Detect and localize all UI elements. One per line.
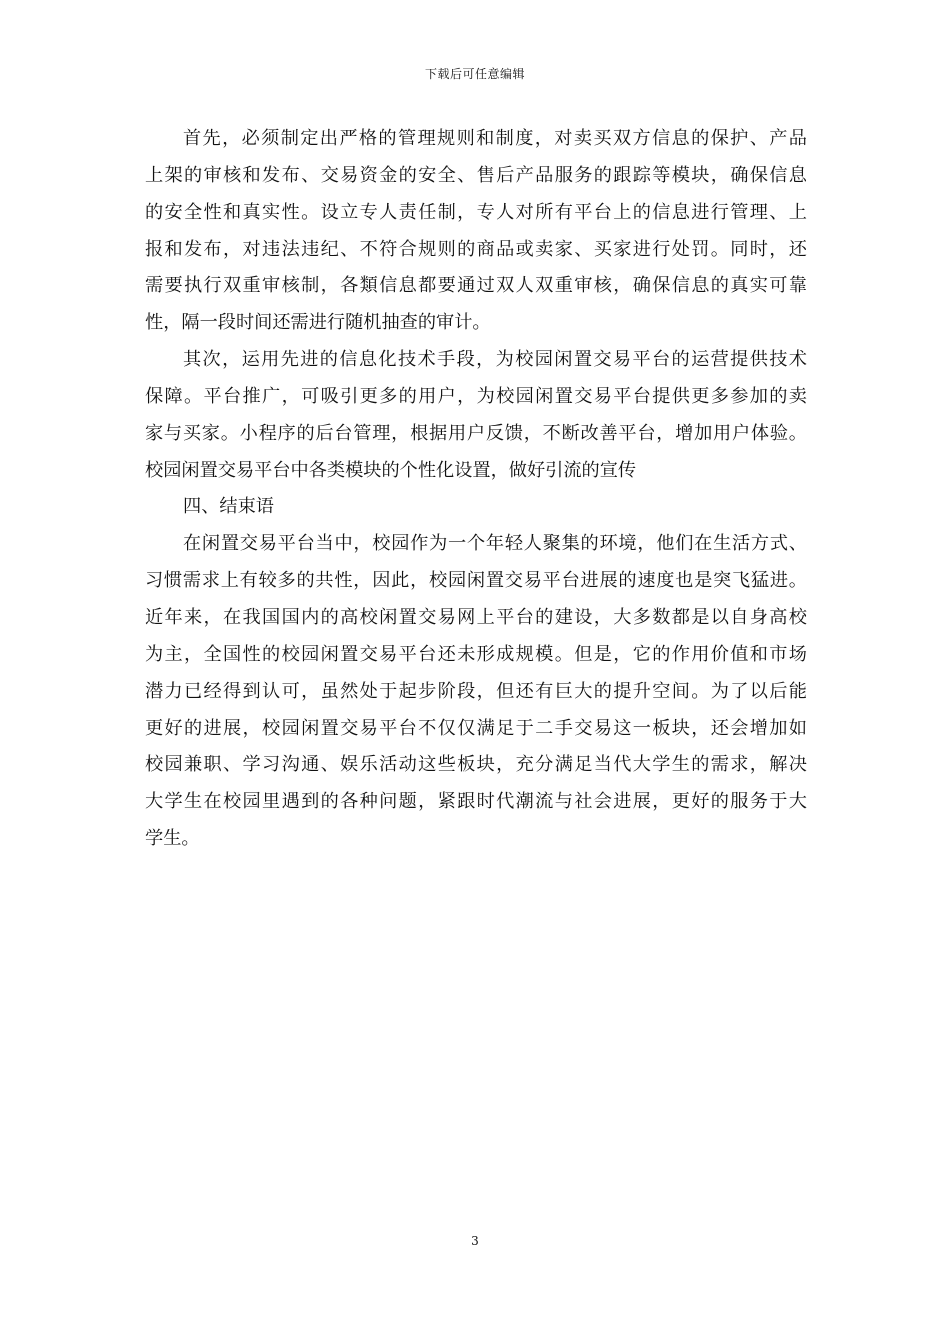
paragraph-2-line-4: 校园闲置交易平台中各类模块的个性化设置，做好引流的宣传 (145, 459, 637, 481)
page-number: 3 (471, 1234, 479, 1248)
paragraph-1-line-6: 性，隔一段时间还需进行随机抽查的审计。 (145, 312, 491, 334)
paragraph-2-line-1: 其次，运用先进的信息化技术手段，为校园闲置交易平台的运营提供技术 (183, 349, 807, 371)
paragraph-1-line-2: 上架的审核和发布、交易资金的安全、售后产品服务的跟踪等模块，确保信息 (145, 164, 807, 186)
paragraph-3-line-5: 潜力已经得到认可，虽然处于起步阶段，但还有巨大的提升空间。为了以后能 (145, 680, 807, 702)
paragraph-1-line-1: 首先，必须制定出严格的管理规则和制度，对卖买双方信息的保护、产品 (183, 128, 807, 149)
paragraph-3-line-8: 大学生在校园里遇到的各种问题，紧跟时代潮流与社会进展，更好的服务于大 (145, 791, 807, 813)
paragraph-1-line-3: 的安全性和真实性。设立专人责任制，专人对所有平台上的信息进行管理、上 (145, 201, 807, 223)
paragraph-3-line-7: 校园兼职、学习沟通、娱乐活动这些板块，充分满足当代大学生的需求，解决 (145, 754, 807, 776)
paragraph-3-line-9: 学生。 (145, 828, 200, 850)
document-body (145, 121, 807, 858)
paragraph-1-line-5: 需要执行双重审核制，各類信息都要通过双人双重审核，确保信息的真实可靠 (145, 275, 807, 297)
paragraph-3-line-3: 近年来，在我国国内的高校闲置交易网上平台的建设，大多数都是以自身高校 (145, 606, 807, 628)
paragraph-3-line-6: 更好的进展，校园闲置交易平台不仅仅满足于二手交易这一板块，还会增加如 (145, 717, 807, 739)
section-heading: 四、结束语 (183, 496, 274, 518)
paragraph-2-line-3: 家与买家。小程序的后台管理，根据用户反馈，不断改善平台，增加用户体验。 (145, 422, 807, 444)
paragraph-2-line-2: 保障。平台推广，可吸引更多的用户，为校园闲置交易平台提供更多参加的卖 (145, 385, 807, 407)
paragraph-3-line-1: 在闲置交易平台当中，校园作为一个年轻人聚集的环境，他们在生活方式、 (183, 533, 807, 555)
page-header: 下载后可任意编辑 (424, 67, 525, 81)
paragraph-1-line-4: 报和发布，对违法违纪、不符合规则的商品或卖家、买家进行处罚。同时，还 (145, 238, 807, 260)
paragraph-3-line-4: 为主，全国性的校园闲置交易平台还未形成规模。但是，它的作用价值和市场 (145, 643, 807, 665)
paragraph-3-line-2: 习惯需求上有较多的共性，因此，校园闲置交易平台进展的速度也是突飞猛进。 (145, 570, 807, 592)
